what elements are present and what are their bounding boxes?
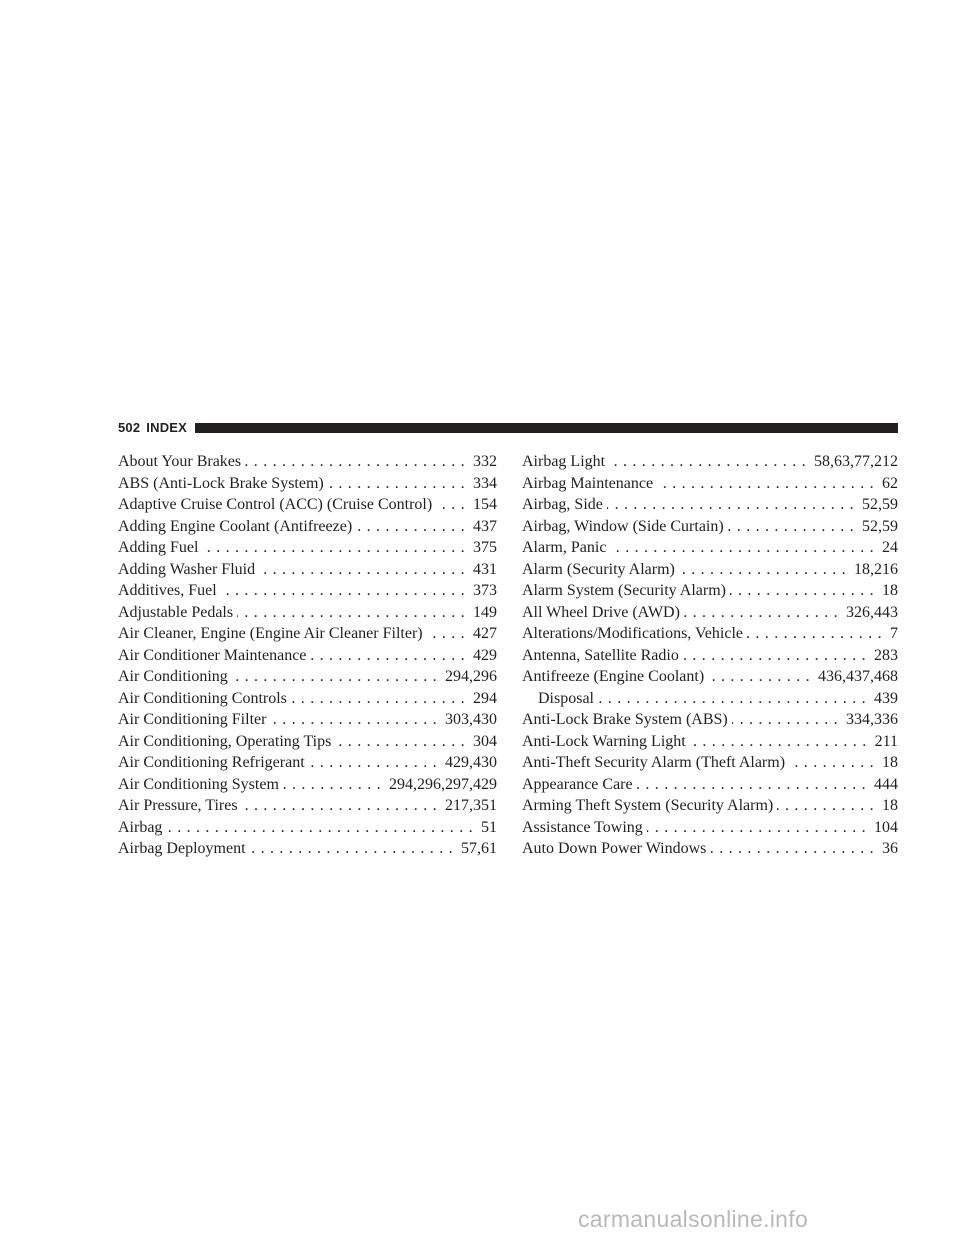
index-entry-pages: 18 — [882, 797, 898, 814]
index-column-left — [118, 451, 497, 860]
index-entry — [522, 473, 898, 495]
index-entry — [522, 795, 898, 817]
index-entry-pages: 437 — [473, 517, 497, 535]
index-entry-pages: 429 — [473, 646, 497, 664]
index-entry-pages: 52,59 — [862, 496, 898, 513]
index-entry-label: Adjustable Pedals — [118, 603, 234, 621]
index-entry-label: Antenna, Satellite Radio — [522, 646, 679, 664]
index-entry-label: Air Conditioner Maintenance — [118, 646, 307, 664]
index-entry-label: ABS (Anti-Lock Brake System) — [118, 474, 324, 492]
dot-leader — [684, 602, 843, 624]
index-entry-label: Additives, Fuel — [118, 582, 217, 599]
index-entry — [522, 623, 898, 645]
index-entry-pages: 429,430 — [445, 754, 497, 771]
index-entry — [118, 494, 497, 516]
dot-leader — [250, 838, 458, 860]
dot-leader — [747, 623, 887, 645]
dot-leader — [221, 580, 470, 602]
dot-leader — [789, 752, 879, 774]
dot-leader — [679, 559, 851, 581]
index-entry-label: Adaptive Cruise Control (ACC) (Cruise Control) — [118, 496, 433, 513]
index-entry-pages: 18 — [882, 754, 898, 771]
index-entry — [522, 688, 898, 710]
index-entry-label: Adding Fuel — [118, 539, 199, 556]
index-entry — [118, 731, 497, 753]
index-entry-pages: 332 — [473, 453, 497, 470]
index-entry — [118, 645, 497, 667]
index-entry — [118, 451, 497, 473]
dot-leader — [427, 623, 470, 645]
index-entry-label: Adding Washer Fluid — [118, 560, 256, 578]
dot-leader — [710, 838, 879, 860]
index-entry-label: Assistance Towing — [522, 818, 643, 836]
index-entry — [118, 602, 497, 624]
dot-leader — [356, 516, 470, 538]
index-entry-label: Adding Engine Coolant (Antifreeze) — [118, 517, 353, 535]
index-entry — [118, 580, 497, 602]
index-entry-pages: 444 — [874, 775, 898, 793]
index-entry-pages: 439 — [874, 689, 898, 707]
dot-leader — [728, 516, 859, 538]
index-entry-pages: 24 — [882, 539, 898, 556]
index-entry — [522, 451, 898, 473]
index-entry-pages: 283 — [874, 646, 898, 664]
index-entry — [118, 623, 497, 645]
dot-leader — [610, 537, 879, 559]
index-entry-pages: 52,59 — [862, 517, 898, 535]
index-entry-label: Arming Theft System (Security Alarm) — [522, 797, 774, 814]
index-entry — [522, 580, 898, 602]
index-entry-pages: 427 — [473, 625, 497, 642]
index-entry-pages: 294,296 — [445, 668, 497, 685]
dot-leader — [245, 451, 470, 473]
index-entry-pages: 294 — [473, 689, 497, 707]
dot-leader — [309, 752, 442, 774]
index-entry-pages: 326,443 — [846, 603, 898, 621]
index-entry — [522, 516, 898, 538]
dot-leader — [598, 688, 871, 710]
index-entry-pages: 36 — [882, 840, 898, 857]
dot-leader — [202, 537, 470, 559]
dot-leader — [732, 709, 843, 731]
index-entry — [522, 752, 898, 774]
index-entry-label: Air Conditioning Refrigerant — [118, 754, 305, 771]
dot-leader — [647, 817, 871, 839]
dot-leader — [708, 666, 815, 688]
index-entry-pages: 57,61 — [461, 840, 497, 857]
dot-leader — [436, 494, 470, 516]
index-entry — [522, 537, 898, 559]
dot-leader — [607, 494, 859, 516]
index-entry-label: Auto Down Power Windows — [522, 840, 707, 857]
index-entry-label: Appearance Care — [522, 775, 633, 793]
index-entry — [522, 494, 898, 516]
index-entry — [118, 537, 497, 559]
dot-leader — [270, 709, 442, 731]
index-entry-pages: 149 — [473, 603, 497, 621]
index-entry-label: Anti-Theft Security Alarm (Theft Alarm) — [522, 754, 786, 771]
index-entry-label: Disposal — [538, 689, 594, 707]
index-entry — [118, 838, 497, 860]
index-entry-label: Airbag, Side — [522, 496, 603, 513]
dot-leader — [328, 473, 470, 495]
dot-leader — [637, 774, 871, 796]
dot-leader — [291, 688, 470, 710]
dot-leader — [232, 666, 442, 688]
index-entry-pages: 51 — [481, 818, 497, 836]
index-entry — [522, 645, 898, 667]
index-column-right — [522, 451, 898, 860]
index-entry — [118, 516, 497, 538]
index-entry-pages: 104 — [874, 818, 898, 836]
index-entry — [118, 666, 497, 688]
index-entry-pages: 217,351 — [445, 797, 497, 814]
dot-leader — [259, 559, 470, 581]
index-entry — [522, 666, 898, 688]
index-entry — [118, 774, 497, 796]
dot-leader — [683, 645, 871, 667]
index-entry-label: All Wheel Drive (AWD) — [522, 603, 680, 621]
index-entry-label: Alterations/Modifications, Vehicle — [522, 625, 743, 642]
dot-leader — [690, 731, 872, 753]
index-entry — [118, 559, 497, 581]
dot-leader — [237, 602, 470, 624]
dot-leader — [335, 731, 470, 753]
page-number: 502 — [118, 420, 141, 435]
index-entry-label: Alarm, Panic — [522, 539, 607, 556]
index-entry-pages: 304 — [473, 732, 497, 750]
index-entry-label: Airbag — [118, 818, 163, 836]
index-entry-pages: 18 — [882, 582, 898, 599]
index-entry-label: Antifreeze (Engine Coolant) — [522, 668, 705, 685]
index-entry-label: Anti-Lock Warning Light — [522, 732, 686, 750]
index-entry — [118, 473, 497, 495]
index-entry-pages: 334 — [473, 474, 497, 492]
index-entry-pages: 18,216 — [854, 560, 898, 578]
index-entry-pages: 154 — [473, 496, 497, 513]
index-entry — [118, 688, 497, 710]
index-entry-pages: 373 — [473, 582, 497, 599]
header-rule — [195, 423, 898, 433]
index-entry-label: Air Cleaner, Engine (Engine Air Cleaner Filter) — [118, 625, 423, 642]
index-entry-label: Alarm System (Security Alarm) — [522, 582, 726, 599]
index-entry — [118, 817, 497, 839]
index-entry-pages: 334,336 — [846, 711, 898, 728]
index-entry-label: Air Conditioning Filter — [118, 711, 267, 728]
index-entry-label: Air Pressure, Tires — [118, 797, 238, 814]
index-entry-label: Air Conditioning Controls — [118, 689, 287, 707]
index-entry-pages: 431 — [473, 560, 497, 578]
index-entry-pages: 375 — [473, 539, 497, 556]
page-header — [118, 418, 898, 438]
index-entry-label: Airbag, Window (Side Curtain) — [522, 517, 724, 535]
dot-leader — [657, 473, 879, 495]
dot-leader — [730, 580, 879, 602]
index-entry-label: Air Conditioning, Operating Tips — [118, 732, 332, 750]
index-entry-label: Airbag Maintenance — [522, 474, 654, 492]
dot-leader — [310, 645, 470, 667]
index-entry — [522, 559, 898, 581]
index-entry — [522, 602, 898, 624]
index-entry-pages: 62 — [882, 474, 898, 492]
index-entry-label: Alarm (Security Alarm) — [522, 560, 675, 578]
index-entry-pages: 211 — [874, 732, 898, 750]
dot-leader — [166, 817, 478, 839]
watermark: carmanualsonline.info — [578, 1206, 809, 1232]
dot-leader — [242, 795, 442, 817]
index-entry — [118, 752, 497, 774]
index-entry — [118, 709, 497, 731]
index-entry-pages: 7 — [890, 625, 898, 642]
index-entry-label: Anti-Lock Brake System (ABS) — [522, 711, 728, 728]
index-entry — [522, 817, 898, 839]
index-entry — [522, 774, 898, 796]
dot-leader — [777, 795, 879, 817]
index-entry-label: About Your Brakes — [118, 453, 242, 470]
index-entry-label: Airbag Light — [522, 453, 606, 470]
index-entry-label: Air Conditioning — [118, 668, 228, 685]
index-entry-pages: 58,63,77,212 — [814, 453, 898, 470]
index-entry-pages: 303,430 — [445, 711, 497, 728]
index-entry — [118, 795, 497, 817]
index-entry-label: Air Conditioning System — [118, 775, 279, 793]
index-entry — [522, 709, 898, 731]
section-title: INDEX — [146, 420, 188, 435]
index-entry-pages: 294,296,297,429 — [389, 775, 497, 793]
index-entry-pages: 436,437,468 — [818, 668, 898, 685]
dot-leader — [283, 774, 386, 796]
index-entry — [522, 731, 898, 753]
dot-leader — [609, 451, 811, 473]
index-entry-label: Airbag Deployment — [118, 840, 246, 857]
index-entry — [522, 838, 898, 860]
